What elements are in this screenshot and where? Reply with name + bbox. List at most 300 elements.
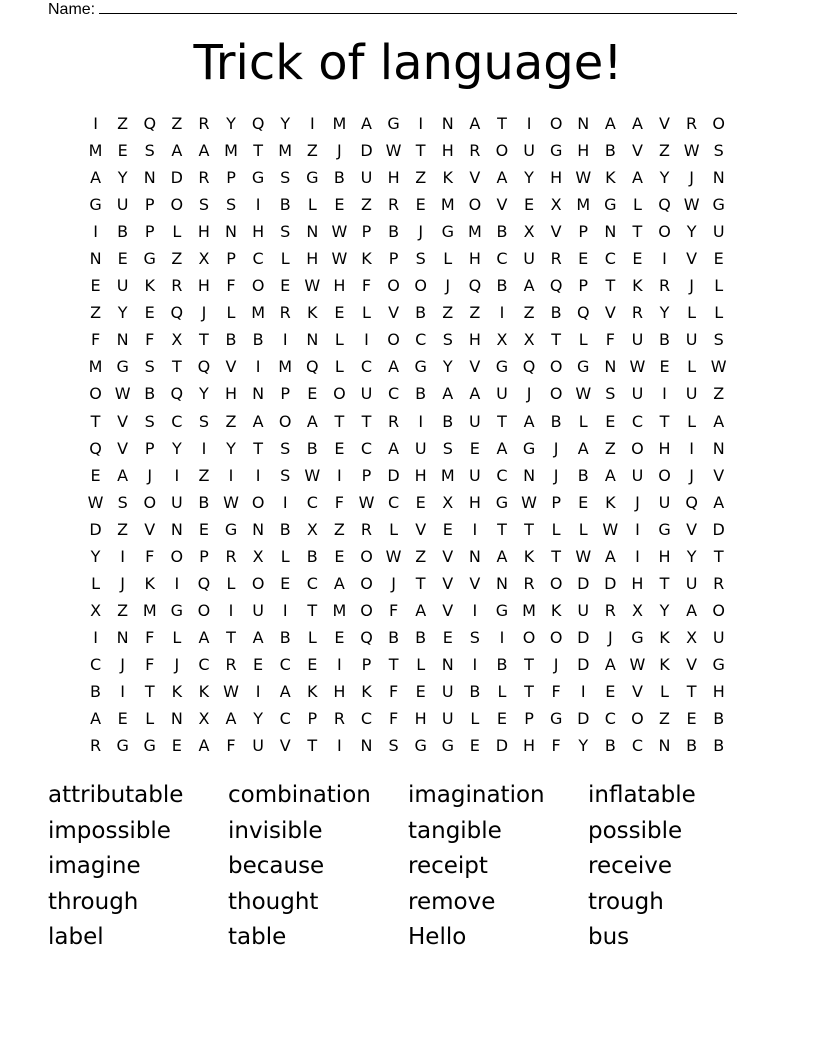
grid-letter: I xyxy=(282,600,288,620)
grid-letter: X xyxy=(631,600,643,620)
grid-letter: O xyxy=(197,600,211,620)
grid-letter: T xyxy=(334,411,345,431)
grid-letter: P xyxy=(524,709,534,729)
grid-letter: O xyxy=(333,384,346,404)
grid-letter: K xyxy=(144,573,155,593)
grid-letter: E xyxy=(117,249,128,269)
grid-letter: C xyxy=(171,411,183,431)
grid-letter: R xyxy=(604,600,616,620)
grid-letter: I xyxy=(255,465,261,485)
grid-letter: V xyxy=(686,654,698,674)
grid-letter: B xyxy=(306,438,318,458)
grid-letter: W xyxy=(304,465,321,485)
grid-letter: Z xyxy=(415,546,427,566)
grid-letter: S xyxy=(198,195,209,215)
grid-letter: I xyxy=(228,465,234,485)
grid-letter: A xyxy=(198,736,210,756)
grid-letter: R xyxy=(360,519,373,539)
grid-letter: B xyxy=(415,303,427,323)
grid-letter: M xyxy=(332,600,347,620)
grid-letter: B xyxy=(306,546,318,566)
grid-letter: Q xyxy=(170,384,184,404)
grid-letter: E xyxy=(442,627,453,647)
grid-letter: T xyxy=(388,654,399,674)
grid-letter: T xyxy=(226,627,236,647)
grid-letter: C xyxy=(360,357,373,377)
grid-letter: E xyxy=(334,438,345,458)
grid-letter: T xyxy=(497,411,507,431)
grid-letter: W xyxy=(683,141,700,161)
grid-letter: S xyxy=(198,411,209,431)
grid-letter: L xyxy=(714,276,724,296)
grid-letter: V xyxy=(117,411,129,431)
grid-letter: I xyxy=(499,303,505,323)
grid-letter: X xyxy=(198,249,210,269)
grid-letter: A xyxy=(713,492,725,512)
grid-letter: J xyxy=(201,303,207,323)
grid-letter: G xyxy=(549,141,563,161)
grid-letter: X xyxy=(90,600,102,620)
grid-letter: H xyxy=(306,249,319,269)
grid-letter: V xyxy=(713,465,725,485)
grid-letter: I xyxy=(120,681,125,701)
grid-letter: E xyxy=(90,465,101,485)
grid-letter: B xyxy=(713,736,725,756)
grid-letter: P xyxy=(144,222,155,242)
grid-letter: I xyxy=(472,600,478,620)
grid-letter: L xyxy=(497,681,507,701)
grid-letter: H xyxy=(658,438,671,458)
grid-letter: C xyxy=(360,438,373,458)
grid-letter: G xyxy=(631,627,644,647)
grid-letter: P xyxy=(307,709,318,729)
grid-letter: Z xyxy=(523,303,535,323)
grid-letter: W xyxy=(602,519,619,539)
grid-letter: E xyxy=(415,195,426,215)
grid-letter: O xyxy=(549,573,563,593)
grid-letter: J xyxy=(607,627,613,647)
grid-letter: K xyxy=(442,168,454,188)
grid-letter: B xyxy=(279,195,291,215)
grid-letter: L xyxy=(280,546,290,566)
grid-letter: T xyxy=(253,141,263,161)
grid-letter: B xyxy=(604,141,616,161)
grid-letter: O xyxy=(522,627,536,647)
grid-letter: T xyxy=(497,114,507,133)
grid-letter: I xyxy=(93,222,98,242)
grid-letter: W xyxy=(575,546,592,566)
grid-letter: V xyxy=(659,114,670,133)
grid-letter: W xyxy=(358,492,375,512)
grid-letter: H xyxy=(658,546,671,566)
grid-letter: D xyxy=(577,654,590,674)
grid-letter: P xyxy=(361,465,372,485)
grid-letter: F xyxy=(145,654,155,674)
grid-letter: N xyxy=(441,654,454,674)
grid-letter: J xyxy=(553,465,559,485)
grid-letter: E xyxy=(334,627,345,647)
grid-letter: M xyxy=(467,222,482,242)
grid-letter: J xyxy=(120,654,125,674)
grid-letter: Y xyxy=(578,736,589,756)
grid-letter: P xyxy=(280,384,291,404)
grid-letter: S xyxy=(225,195,237,215)
grid-letter: K xyxy=(361,249,372,269)
grid-letter: H xyxy=(468,492,481,512)
grid-letter: E xyxy=(144,303,155,323)
word-list-item: imagine xyxy=(48,853,141,880)
grid-letter: U xyxy=(712,222,725,242)
grid-letter: O xyxy=(549,384,563,404)
grid-letter: C xyxy=(306,492,318,512)
grid-letter: J xyxy=(553,654,559,674)
grid-letter: G xyxy=(170,600,184,620)
grid-letter: A xyxy=(415,600,427,620)
grid-letter: U xyxy=(712,627,725,647)
grid-letter: O xyxy=(387,276,400,296)
grid-letter: M xyxy=(440,465,455,485)
grid-letter: Z xyxy=(659,141,670,161)
grid-letter: E xyxy=(523,195,535,215)
grid-letter: A xyxy=(198,627,210,647)
grid-letter: K xyxy=(550,600,562,620)
grid-letter: D xyxy=(387,465,400,485)
grid-letter: H xyxy=(225,384,238,404)
grid-letter: F xyxy=(145,627,155,647)
grid-letter: O xyxy=(658,465,671,485)
grid-letter: P xyxy=(226,249,236,269)
grid-letter: I xyxy=(635,519,640,539)
grid-letter: Q xyxy=(360,627,373,647)
grid-letter: F xyxy=(226,276,236,296)
grid-letter: E xyxy=(469,736,480,756)
grid-letter: N xyxy=(712,168,725,188)
grid-letter: G xyxy=(441,222,454,242)
word-list-item: Hello xyxy=(408,924,467,951)
grid-letter: L xyxy=(578,330,588,350)
name-blank-line xyxy=(99,0,737,14)
grid-letter: E xyxy=(198,519,209,539)
grid-letter: D xyxy=(604,573,617,593)
grid-letter: U xyxy=(577,600,590,620)
grid-letter: P xyxy=(361,222,372,242)
grid-letter: U xyxy=(631,465,644,485)
grid-letter: U xyxy=(414,438,427,458)
grid-letter: K xyxy=(171,681,183,701)
grid-letter: W xyxy=(304,276,321,296)
grid-letter: Z xyxy=(604,438,616,458)
grid-letter: I xyxy=(255,681,261,701)
word-list-item: tangible xyxy=(408,817,502,844)
grid-letter: T xyxy=(253,438,263,458)
grid-letter: X xyxy=(252,546,264,566)
grid-letter: P xyxy=(578,222,589,242)
grid-letter: K xyxy=(632,276,643,296)
grid-letter: O xyxy=(712,114,725,133)
grid-letter: G xyxy=(143,736,156,756)
grid-letter: O xyxy=(251,573,265,593)
grid-letter: O xyxy=(360,600,373,620)
grid-letter: I xyxy=(93,114,98,133)
grid-letter: G xyxy=(604,195,617,215)
grid-letter: N xyxy=(89,249,102,269)
grid-letter: R xyxy=(686,114,698,133)
grid-letter: H xyxy=(252,222,265,242)
grid-letter: W xyxy=(114,384,131,404)
grid-letter: D xyxy=(170,168,183,188)
grid-letter: B xyxy=(496,276,508,296)
grid-letter: G xyxy=(441,736,454,756)
grid-letter: O xyxy=(89,384,102,404)
grid-letter: J xyxy=(553,438,559,458)
grid-letter: Z xyxy=(117,519,129,539)
grid-letter: L xyxy=(660,681,669,701)
grid-letter: E xyxy=(90,276,101,296)
grid-letter: O xyxy=(631,709,644,729)
grid-letter: O xyxy=(251,492,265,512)
grid-letter: F xyxy=(90,330,101,350)
grid-letter: W xyxy=(575,384,592,404)
grid-letter: S xyxy=(117,492,128,512)
grid-letter: I xyxy=(282,330,288,350)
grid-letter: O xyxy=(549,357,563,377)
grid-letter: R xyxy=(388,411,400,431)
word-list-item: imagination xyxy=(408,782,545,808)
grid-letter: J xyxy=(391,573,396,593)
grid-letter: B xyxy=(496,654,508,674)
word-list-item: table xyxy=(228,924,287,951)
grid-letter: X xyxy=(442,492,454,512)
grid-letter: U xyxy=(469,465,481,485)
grid-letter: N xyxy=(604,357,617,377)
grid-letter: A xyxy=(279,681,291,701)
grid-letter: F xyxy=(388,709,399,729)
grid-letter: Y xyxy=(659,600,670,620)
grid-letter: S xyxy=(442,438,453,458)
grid-letter: H xyxy=(197,222,210,242)
grid-letter: U xyxy=(360,168,373,188)
grid-letter: E xyxy=(280,573,291,593)
grid-letter: L xyxy=(172,627,182,647)
grid-letter: G xyxy=(143,249,156,269)
grid-letter: G xyxy=(414,357,427,377)
grid-letter: J xyxy=(526,384,532,404)
grid-letter: P xyxy=(144,438,155,458)
grid-letter: A xyxy=(90,168,102,188)
grid-letter: W xyxy=(385,141,402,161)
name-label: Name: xyxy=(48,1,96,18)
grid-letter: H xyxy=(631,573,644,593)
grid-letter: E xyxy=(442,519,453,539)
grid-letter: L xyxy=(470,709,480,729)
grid-letter: F xyxy=(145,546,155,566)
grid-letter: S xyxy=(442,330,453,350)
grid-letter: R xyxy=(279,303,291,323)
grid-letter: L xyxy=(91,573,100,593)
grid-letter: W xyxy=(629,357,646,377)
grid-letter: N xyxy=(360,736,373,756)
grid-letter: R xyxy=(631,303,643,323)
grid-letter: U xyxy=(658,492,671,512)
grid-letter: A xyxy=(604,465,616,485)
grid-letter: J xyxy=(418,222,424,242)
grid-letter: Z xyxy=(90,303,102,323)
grid-letter: I xyxy=(499,627,505,647)
grid-letter: A xyxy=(469,384,481,404)
grid-letter: O xyxy=(631,438,644,458)
grid-letter: E xyxy=(496,709,507,729)
grid-letter: A xyxy=(496,438,508,458)
grid-letter: A xyxy=(361,114,372,133)
grid-letter: H xyxy=(712,681,725,701)
grid-letter: S xyxy=(144,411,155,431)
grid-letter: T xyxy=(415,141,426,161)
grid-letter: W xyxy=(575,168,592,188)
grid-letter: O xyxy=(360,573,373,593)
word-list-item: impossible xyxy=(48,817,171,844)
grid-letter: Z xyxy=(225,411,237,431)
grid-letter: M xyxy=(142,600,157,620)
letter-grid xyxy=(82,110,732,759)
grid-letter: Q xyxy=(143,114,157,133)
grid-letter: J xyxy=(689,276,694,296)
grid-letter: E xyxy=(334,195,345,215)
grid-letter: I xyxy=(337,654,342,674)
grid-letter: M xyxy=(224,141,238,161)
grid-letter: L xyxy=(443,249,453,269)
grid-letter: I xyxy=(255,195,261,215)
grid-letter: Z xyxy=(442,303,454,323)
grid-letter: W xyxy=(710,357,727,377)
grid-letter: W xyxy=(331,222,348,242)
grid-letter: O xyxy=(170,546,184,566)
grid-letter: A xyxy=(604,654,616,674)
grid-letter: Q xyxy=(89,438,102,458)
grid-letter: D xyxy=(577,709,590,729)
grid-letter: C xyxy=(604,709,616,729)
grid-letter: L xyxy=(226,303,236,323)
grid-letter: B xyxy=(144,384,156,404)
grid-letter: X xyxy=(686,627,698,647)
grid-letter: B xyxy=(279,627,291,647)
grid-letter: E xyxy=(307,384,318,404)
grid-letter: Y xyxy=(226,114,236,133)
grid-letter: R xyxy=(713,573,725,593)
grid-letter: Z xyxy=(713,384,725,404)
grid-letter: L xyxy=(334,357,344,377)
grid-letter: L xyxy=(307,627,317,647)
grid-letter: B xyxy=(659,330,670,350)
grid-letter: G xyxy=(116,736,129,756)
grid-letter: Y xyxy=(226,438,236,458)
grid-letter: B xyxy=(550,303,562,323)
grid-letter: B xyxy=(686,736,698,756)
grid-letter: C xyxy=(387,384,400,404)
grid-letter: C xyxy=(89,654,102,674)
grid-letter: S xyxy=(388,736,399,756)
grid-letter: I xyxy=(337,736,342,756)
grid-letter: E xyxy=(578,492,589,512)
grid-letter: V xyxy=(604,303,616,323)
grid-letter: T xyxy=(90,411,101,431)
grid-letter: V xyxy=(550,222,562,242)
grid-letter: Q xyxy=(685,492,698,512)
grid-letter: S xyxy=(415,249,426,269)
grid-letter: L xyxy=(687,357,697,377)
grid-letter: A xyxy=(442,384,454,404)
grid-letter: F xyxy=(226,736,236,756)
grid-letter: O xyxy=(495,141,509,161)
grid-letter: N xyxy=(441,114,454,133)
grid-letter: S xyxy=(469,627,480,647)
grid-letter: Y xyxy=(659,303,670,323)
grid-letter: C xyxy=(415,330,427,350)
grid-letter: A xyxy=(388,438,400,458)
grid-letter: V xyxy=(415,519,427,539)
grid-letter: P xyxy=(199,546,209,566)
grid-letter: M xyxy=(88,141,103,161)
grid-letter: Q xyxy=(197,573,211,593)
grid-letter: Y xyxy=(253,709,263,729)
grid-letter: E xyxy=(171,736,182,756)
grid-letter: D xyxy=(712,519,725,539)
name-field xyxy=(48,0,737,19)
grid-letter: A xyxy=(333,573,345,593)
grid-letter: P xyxy=(388,249,399,269)
grid-letter: R xyxy=(225,546,237,566)
grid-letter: Y xyxy=(171,438,182,458)
grid-letter: Q xyxy=(549,276,563,296)
grid-letter: T xyxy=(659,573,670,593)
grid-letter: Y xyxy=(117,303,128,323)
grid-letter: E xyxy=(415,681,426,701)
grid-letter: N xyxy=(658,736,671,756)
grid-letter: A xyxy=(306,411,318,431)
grid-letter: G xyxy=(495,492,509,512)
grid-letter: H xyxy=(414,465,427,485)
grid-letter: K xyxy=(307,303,318,323)
grid-letter: T xyxy=(686,681,697,701)
grid-letter: F xyxy=(361,276,372,296)
grid-letter: T xyxy=(524,519,534,539)
grid-letter: G xyxy=(414,736,427,756)
grid-letter: C xyxy=(198,654,210,674)
grid-letter: W xyxy=(683,195,700,215)
grid-letter: L xyxy=(714,303,724,323)
word-list xyxy=(48,778,768,956)
grid-letter: W xyxy=(629,654,646,674)
grid-letter: B xyxy=(388,627,400,647)
grid-letter: Z xyxy=(171,114,183,133)
grid-letter: S xyxy=(280,168,291,188)
grid-letter: V xyxy=(279,736,291,756)
grid-letter: I xyxy=(580,681,586,701)
grid-letter: G xyxy=(577,357,590,377)
grid-letter: X xyxy=(171,330,183,350)
grid-letter: N xyxy=(306,330,319,350)
grid-letter: D xyxy=(577,627,590,647)
grid-letter: Q xyxy=(197,357,211,377)
grid-letter: S xyxy=(605,384,616,404)
grid-letter: A xyxy=(496,546,508,566)
grid-letter: J xyxy=(445,276,451,296)
grid-letter: K xyxy=(307,681,318,701)
grid-letter: A xyxy=(631,168,643,188)
grid-letter: L xyxy=(578,519,588,539)
grid-letter: C xyxy=(496,465,508,485)
grid-letter: Z xyxy=(469,303,481,323)
grid-letter: B xyxy=(469,681,481,701)
